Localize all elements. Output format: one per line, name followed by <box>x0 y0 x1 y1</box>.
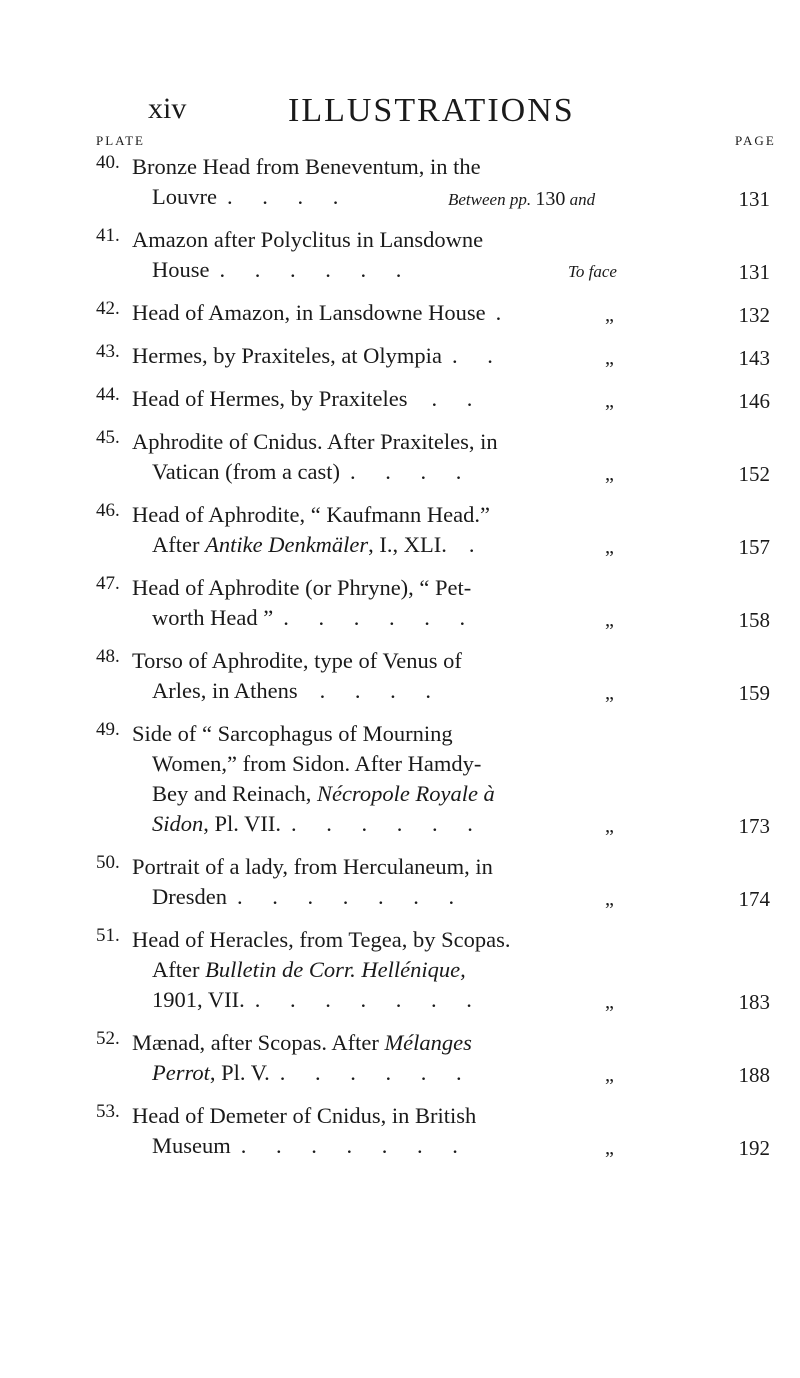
ditto-mark: „ <box>605 815 614 837</box>
leader-dots: . . . . <box>226 184 351 209</box>
entry-text-italic: Mélanges <box>384 1030 472 1055</box>
entry-text: Hermes, by Praxiteles, at Olympia <box>132 343 442 368</box>
entry-text-italic: Sidon <box>152 811 204 836</box>
list-entry-45 <box>96 427 776 487</box>
page-value: 146 <box>738 389 770 413</box>
entry-text: , Pl. V. <box>209 1060 270 1085</box>
entry-text: , I., XLI. <box>368 532 447 557</box>
entry-text: Head of Heracles, from Tegea, by Scopas. <box>132 927 511 952</box>
list-entry-46 <box>96 500 776 560</box>
plate-number: 45. <box>96 427 120 448</box>
leader-dots: . <box>468 532 487 557</box>
entry-text: worth Head ” <box>152 605 274 630</box>
leader-dots: . . . . <box>350 459 474 484</box>
entry-line <box>132 852 776 882</box>
list-entry-47 <box>96 573 776 633</box>
plate-number: 50. <box>96 852 120 873</box>
page-title: ILLUSTRATIONS <box>288 92 575 129</box>
entry-line <box>132 749 776 779</box>
list-entry-40 <box>96 152 776 212</box>
entry-text: Head of Aphrodite (or Phryne), “ Pet- <box>132 575 472 600</box>
leader-dots: . . . . . . <box>283 605 478 630</box>
plate-number: 43. <box>96 341 120 362</box>
entry-line <box>132 925 776 955</box>
page-value: 159 <box>738 681 770 705</box>
ditto-mark: „ <box>605 304 614 326</box>
entry-text: Aphrodite of Cnidus. After Praxiteles, in <box>132 429 498 454</box>
entry-line <box>132 573 776 603</box>
list-entry-42 <box>96 298 776 328</box>
entry-text: After <box>152 957 200 982</box>
plate-number: 53. <box>96 1101 120 1122</box>
entry-line <box>132 427 776 457</box>
entry-line <box>132 985 776 1015</box>
and-label: and <box>569 190 596 209</box>
plate-number: 40. <box>96 152 120 173</box>
leader-dots: . . . . . . <box>279 1060 474 1085</box>
entry-line <box>132 646 776 676</box>
entry-line <box>132 298 776 328</box>
entry-text: Head of Amazon, in Lansdowne House <box>132 300 486 325</box>
leader-dots: . . <box>451 343 505 368</box>
entry-text: Head of Demeter of Cnidus, in British <box>132 1103 477 1128</box>
list-entry-53 <box>96 1101 776 1161</box>
leader-dots: . . . . . . . <box>236 884 467 909</box>
entry-line <box>132 603 776 633</box>
leader-dots: . . . . . . . <box>240 1133 470 1158</box>
entry-line <box>132 882 776 912</box>
page-value: 158 <box>738 608 770 632</box>
entry-text: Head of Aphrodite, “ Kaufmann Head.” <box>132 502 490 527</box>
entry-text: Dresden <box>152 884 227 909</box>
entry-text: 1901, VII. <box>152 987 245 1012</box>
entry-text: Head of Hermes, by Praxiteles <box>132 386 408 411</box>
ditto-mark: „ <box>605 888 614 910</box>
page-value: 183 <box>738 990 770 1014</box>
plate-number: 46. <box>96 500 120 521</box>
ditto-mark: „ <box>605 347 614 369</box>
entry-text-italic: Nécropole Royale à <box>316 781 495 806</box>
entry-line <box>132 384 776 414</box>
plate-number: 47. <box>96 573 120 594</box>
entry-line <box>132 530 776 560</box>
ditto-mark: „ <box>605 536 614 558</box>
page-reference: To face <box>568 262 617 281</box>
page-reference <box>448 184 595 215</box>
leader-dots: . . . . <box>319 678 443 703</box>
ditto-mark: „ <box>605 1137 614 1159</box>
page-value: 174 <box>738 887 770 911</box>
ditto-mark: „ <box>605 609 614 631</box>
entry-text: Bronze Head from Beneventum, in the <box>132 154 481 179</box>
entry-line <box>132 779 776 809</box>
entry-line <box>132 255 776 285</box>
entry-line <box>132 1028 776 1058</box>
list-entry-50 <box>96 852 776 912</box>
list-entry-48 <box>96 646 776 706</box>
entry-text: Portrait of a lady, from Herculaneum, in <box>132 854 493 879</box>
entry-text: Mænad, after Scopas. After <box>132 1030 379 1055</box>
running-head <box>148 92 608 132</box>
plate-number: 51. <box>96 925 120 946</box>
page-value: 131 <box>738 260 770 284</box>
page-value: 173 <box>738 814 770 838</box>
leader-dots: . . . . . . <box>290 811 485 836</box>
entry-text: Vatican (from a cast) <box>152 459 341 484</box>
page-value: 192 <box>738 1136 770 1160</box>
entry-text: Museum <box>152 1133 231 1158</box>
plate-number: 42. <box>96 298 120 319</box>
page-value: 143 <box>738 346 770 370</box>
entry-text: Louvre <box>152 184 217 209</box>
entry-line <box>132 955 776 985</box>
leader-dots: . . <box>431 386 485 411</box>
list-entry-51 <box>96 925 776 1015</box>
plate-number: 48. <box>96 646 120 667</box>
entry-line <box>132 1131 776 1161</box>
list-entry-44 <box>96 384 776 414</box>
entry-line <box>132 182 776 212</box>
page-value: 132 <box>738 303 770 327</box>
ditto-mark: „ <box>605 1064 614 1086</box>
ditto-mark: „ <box>605 463 614 485</box>
entry-text: Arles, in Athens <box>152 678 298 703</box>
entry-text-italic: Antike Denkmäler <box>205 532 369 557</box>
entry-line <box>132 341 776 371</box>
illustrations-list <box>96 152 776 1174</box>
list-entry-49 <box>96 719 776 839</box>
entry-text: Side of “ Sarcophagus of Mourning <box>132 721 453 746</box>
ditto-mark: „ <box>605 991 614 1013</box>
entry-text: , Pl. VII. <box>203 811 281 836</box>
page-value: 131 <box>738 187 770 211</box>
between-label: Between pp. <box>448 190 532 209</box>
start-page: 130 <box>535 188 566 210</box>
leader-dots: . . . . . . . <box>254 987 484 1012</box>
entry-line <box>132 809 776 839</box>
page-value: 157 <box>738 535 770 559</box>
plate-column-label: PLATE <box>96 133 145 148</box>
entry-text: Amazon after Polyclitus in Lansdowne <box>132 227 484 252</box>
page-column-label: PAGE <box>735 133 776 148</box>
list-entry-41 <box>96 225 776 285</box>
plate-number: 44. <box>96 384 120 405</box>
entry-text-italic: Perrot <box>152 1060 210 1085</box>
page-value: 188 <box>738 1063 770 1087</box>
plate-number: 52. <box>96 1028 120 1049</box>
entry-line <box>132 152 776 182</box>
entry-text: House <box>152 257 210 282</box>
leader-dots: . . . . . . <box>219 257 414 282</box>
entry-text: Bey and Reinach, <box>152 781 312 806</box>
page-number: xiv <box>148 92 187 125</box>
entry-line <box>132 719 776 749</box>
entry-line <box>132 1058 776 1088</box>
ditto-mark: „ <box>605 682 614 704</box>
plate-number: 49. <box>96 719 120 740</box>
entry-line <box>132 1101 776 1131</box>
entry-text-italic: Bulletin de Corr. Hellénique, <box>205 957 466 982</box>
list-entry-52 <box>96 1028 776 1088</box>
entry-text: Women,” from Sidon. After Hamdy- <box>152 751 482 776</box>
plate-number: 41. <box>96 225 120 246</box>
entry-line <box>132 500 776 530</box>
page-value: 152 <box>738 462 770 486</box>
entry-text: After <box>152 532 200 557</box>
entry-line <box>132 225 776 255</box>
leader-dots: . <box>495 300 514 325</box>
entry-line <box>132 457 776 487</box>
ditto-mark: „ <box>605 390 614 412</box>
list-entry-43 <box>96 341 776 371</box>
entry-line <box>132 676 776 706</box>
entry-text: Torso of Aphrodite, type of Venus of <box>132 648 462 673</box>
